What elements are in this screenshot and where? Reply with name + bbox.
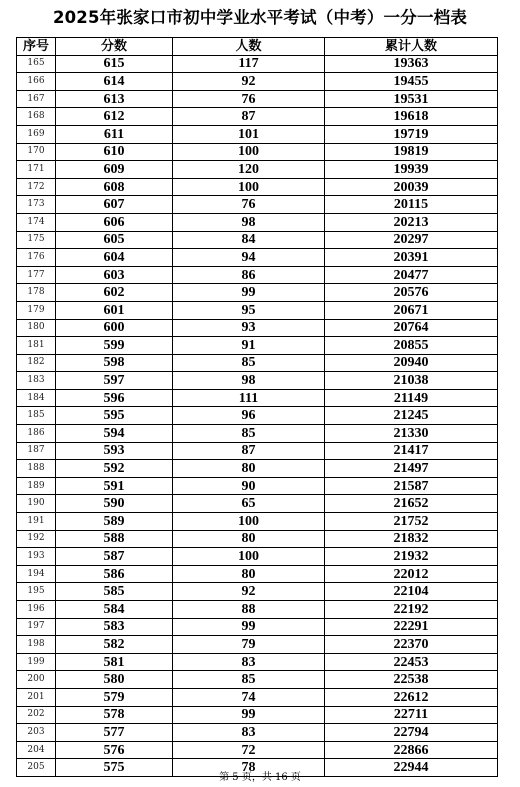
table-row <box>17 90 498 108</box>
score-cell: 614 <box>56 73 173 91</box>
cumulative-cell: 21752 <box>325 513 498 531</box>
score-cell: 594 <box>56 425 173 443</box>
score-cell: 599 <box>56 337 173 355</box>
count-cell: 93 <box>173 319 325 337</box>
score-cell: 575 <box>56 759 173 777</box>
row-index: 181 <box>17 337 56 355</box>
score-cell: 590 <box>56 495 173 513</box>
score-cell: 582 <box>56 636 173 654</box>
cumulative-cell: 20213 <box>325 213 498 231</box>
cumulative-cell: 22291 <box>325 618 498 636</box>
table-row <box>17 301 498 319</box>
table-row <box>17 108 498 126</box>
cumulative-cell: 22538 <box>325 671 498 689</box>
cumulative-cell: 21587 <box>325 477 498 495</box>
count-cell: 85 <box>173 425 325 443</box>
table-row <box>17 618 498 636</box>
cumulative-cell: 21245 <box>325 407 498 425</box>
cumulative-cell: 22453 <box>325 653 498 671</box>
row-index: 191 <box>17 513 56 531</box>
count-cell: 76 <box>173 196 325 214</box>
table-row <box>17 495 498 513</box>
count-cell: 83 <box>173 653 325 671</box>
count-cell: 85 <box>173 671 325 689</box>
header-cumulative: 累计人数 <box>325 38 498 56</box>
table-row <box>17 143 498 161</box>
cumulative-cell: 20115 <box>325 196 498 214</box>
cumulative-cell: 22612 <box>325 688 498 706</box>
row-index: 186 <box>17 425 56 443</box>
header-count: 人数 <box>173 38 325 56</box>
count-cell: 65 <box>173 495 325 513</box>
row-index: 180 <box>17 319 56 337</box>
cumulative-cell: 20297 <box>325 231 498 249</box>
score-cell: 605 <box>56 231 173 249</box>
row-index: 194 <box>17 565 56 583</box>
row-index: 166 <box>17 73 56 91</box>
score-cell: 581 <box>56 653 173 671</box>
score-cell: 576 <box>56 741 173 759</box>
cumulative-cell: 19531 <box>325 90 498 108</box>
row-index: 188 <box>17 460 56 478</box>
row-index: 183 <box>17 372 56 390</box>
table-row <box>17 477 498 495</box>
table-row <box>17 284 498 302</box>
count-cell: 88 <box>173 601 325 619</box>
count-cell: 96 <box>173 407 325 425</box>
row-index: 167 <box>17 90 56 108</box>
count-cell: 76 <box>173 90 325 108</box>
count-cell: 100 <box>173 143 325 161</box>
cumulative-cell: 22192 <box>325 601 498 619</box>
score-cell: 588 <box>56 530 173 548</box>
row-index: 172 <box>17 178 56 196</box>
table-header-row <box>17 38 498 56</box>
count-cell: 101 <box>173 125 325 143</box>
cumulative-cell: 19455 <box>325 73 498 91</box>
table-row <box>17 73 498 91</box>
score-cell: 601 <box>56 301 173 319</box>
cumulative-cell: 19719 <box>325 125 498 143</box>
row-index: 187 <box>17 442 56 460</box>
row-index: 195 <box>17 583 56 601</box>
table-row <box>17 389 498 407</box>
table-row <box>17 636 498 654</box>
count-cell: 99 <box>173 284 325 302</box>
count-cell: 83 <box>173 724 325 742</box>
score-cell: 595 <box>56 407 173 425</box>
score-cell: 608 <box>56 178 173 196</box>
count-cell: 80 <box>173 530 325 548</box>
count-cell: 117 <box>173 55 325 73</box>
row-index: 205 <box>17 759 56 777</box>
cumulative-cell: 22866 <box>325 741 498 759</box>
count-cell: 99 <box>173 706 325 724</box>
score-cell: 586 <box>56 565 173 583</box>
score-cell: 589 <box>56 513 173 531</box>
cumulative-cell: 21832 <box>325 530 498 548</box>
row-index: 204 <box>17 741 56 759</box>
count-cell: 86 <box>173 266 325 284</box>
row-index: 199 <box>17 653 56 671</box>
cumulative-cell: 21417 <box>325 442 498 460</box>
row-index: 203 <box>17 724 56 742</box>
row-index: 174 <box>17 213 56 231</box>
cumulative-cell: 21652 <box>325 495 498 513</box>
count-cell: 100 <box>173 548 325 566</box>
table-row <box>17 161 498 179</box>
score-cell: 593 <box>56 442 173 460</box>
cumulative-cell: 22944 <box>325 759 498 777</box>
table-row <box>17 196 498 214</box>
table-row <box>17 319 498 337</box>
row-index: 197 <box>17 618 56 636</box>
count-cell: 98 <box>173 213 325 231</box>
score-cell: 587 <box>56 548 173 566</box>
count-cell: 100 <box>173 178 325 196</box>
count-cell: 92 <box>173 73 325 91</box>
score-cell: 596 <box>56 389 173 407</box>
cumulative-cell: 20576 <box>325 284 498 302</box>
score-cell: 609 <box>56 161 173 179</box>
table-row <box>17 741 498 759</box>
row-index: 175 <box>17 231 56 249</box>
row-index: 171 <box>17 161 56 179</box>
cumulative-cell: 19939 <box>325 161 498 179</box>
count-cell: 74 <box>173 688 325 706</box>
row-index: 190 <box>17 495 56 513</box>
cumulative-cell: 19618 <box>325 108 498 126</box>
score-cell: 615 <box>56 55 173 73</box>
row-index: 193 <box>17 548 56 566</box>
score-cell: 600 <box>56 319 173 337</box>
cumulative-cell: 20764 <box>325 319 498 337</box>
table-row <box>17 425 498 443</box>
table-row <box>17 706 498 724</box>
score-cell: 580 <box>56 671 173 689</box>
cumulative-cell: 21497 <box>325 460 498 478</box>
count-cell: 99 <box>173 618 325 636</box>
table-row <box>17 548 498 566</box>
table-row <box>17 231 498 249</box>
table-row <box>17 442 498 460</box>
table-row <box>17 337 498 355</box>
table-row <box>17 460 498 478</box>
row-index: 196 <box>17 601 56 619</box>
score-cell: 597 <box>56 372 173 390</box>
row-index: 179 <box>17 301 56 319</box>
score-cell: 584 <box>56 601 173 619</box>
cumulative-cell: 20855 <box>325 337 498 355</box>
count-cell: 72 <box>173 741 325 759</box>
table-row <box>17 653 498 671</box>
score-cell: 606 <box>56 213 173 231</box>
table-row <box>17 565 498 583</box>
row-index: 185 <box>17 407 56 425</box>
score-cell: 577 <box>56 724 173 742</box>
row-index: 189 <box>17 477 56 495</box>
cumulative-cell: 19363 <box>325 55 498 73</box>
cumulative-cell: 20940 <box>325 354 498 372</box>
score-cell: 607 <box>56 196 173 214</box>
cumulative-cell: 20039 <box>325 178 498 196</box>
row-index: 202 <box>17 706 56 724</box>
table-row <box>17 688 498 706</box>
row-index: 168 <box>17 108 56 126</box>
cumulative-cell: 21038 <box>325 372 498 390</box>
score-cell: 585 <box>56 583 173 601</box>
table-row <box>17 372 498 390</box>
cumulative-cell: 20477 <box>325 266 498 284</box>
table-row <box>17 407 498 425</box>
cumulative-cell: 22012 <box>325 565 498 583</box>
table-row <box>17 583 498 601</box>
table-row <box>17 513 498 531</box>
count-cell: 80 <box>173 565 325 583</box>
row-index: 198 <box>17 636 56 654</box>
cumulative-cell: 22711 <box>325 706 498 724</box>
count-cell: 92 <box>173 583 325 601</box>
table-row <box>17 601 498 619</box>
row-index: 177 <box>17 266 56 284</box>
count-cell: 94 <box>173 249 325 267</box>
cumulative-cell: 22370 <box>325 636 498 654</box>
score-table <box>16 37 498 777</box>
cumulative-cell: 21330 <box>325 425 498 443</box>
table-row <box>17 724 498 742</box>
count-cell: 80 <box>173 460 325 478</box>
count-cell: 100 <box>173 513 325 531</box>
count-cell: 120 <box>173 161 325 179</box>
score-cell: 578 <box>56 706 173 724</box>
score-cell: 613 <box>56 90 173 108</box>
score-cell: 604 <box>56 249 173 267</box>
row-index: 169 <box>17 125 56 143</box>
row-index: 184 <box>17 389 56 407</box>
score-cell: 591 <box>56 477 173 495</box>
row-index: 182 <box>17 354 56 372</box>
cumulative-cell: 21932 <box>325 548 498 566</box>
cumulative-cell: 21149 <box>325 389 498 407</box>
count-cell: 95 <box>173 301 325 319</box>
count-cell: 85 <box>173 354 325 372</box>
count-cell: 98 <box>173 372 325 390</box>
row-index: 176 <box>17 249 56 267</box>
count-cell: 79 <box>173 636 325 654</box>
row-index: 173 <box>17 196 56 214</box>
count-cell: 78 <box>173 759 325 777</box>
table-row <box>17 178 498 196</box>
cumulative-cell: 20391 <box>325 249 498 267</box>
cumulative-cell: 20671 <box>325 301 498 319</box>
row-index: 178 <box>17 284 56 302</box>
page-title: 2025年张家口市初中学业水平考试（中考）一分一档表 <box>52 8 468 27</box>
page-footer: 第 5 页，共 16 页 <box>219 772 301 783</box>
header-score: 分数 <box>56 38 173 56</box>
row-index: 165 <box>17 55 56 73</box>
score-cell: 592 <box>56 460 173 478</box>
table-body <box>17 55 498 776</box>
score-cell: 602 <box>56 284 173 302</box>
score-cell: 579 <box>56 688 173 706</box>
score-cell: 611 <box>56 125 173 143</box>
row-index: 192 <box>17 530 56 548</box>
score-cell: 603 <box>56 266 173 284</box>
count-cell: 90 <box>173 477 325 495</box>
row-index: 170 <box>17 143 56 161</box>
count-cell: 84 <box>173 231 325 249</box>
header-index: 序号 <box>17 38 56 56</box>
count-cell: 91 <box>173 337 325 355</box>
count-cell: 111 <box>173 389 325 407</box>
table-row <box>17 671 498 689</box>
score-cell: 583 <box>56 618 173 636</box>
row-index: 200 <box>17 671 56 689</box>
score-cell: 612 <box>56 108 173 126</box>
table-row <box>17 266 498 284</box>
cumulative-cell: 22794 <box>325 724 498 742</box>
score-cell: 610 <box>56 143 173 161</box>
score-cell: 598 <box>56 354 173 372</box>
table-row <box>17 249 498 267</box>
table-row <box>17 55 498 73</box>
table-row <box>17 213 498 231</box>
cumulative-cell: 22104 <box>325 583 498 601</box>
table-row <box>17 125 498 143</box>
table-row <box>17 530 498 548</box>
count-cell: 87 <box>173 442 325 460</box>
table-row <box>17 354 498 372</box>
count-cell: 87 <box>173 108 325 126</box>
row-index: 201 <box>17 688 56 706</box>
cumulative-cell: 19819 <box>325 143 498 161</box>
